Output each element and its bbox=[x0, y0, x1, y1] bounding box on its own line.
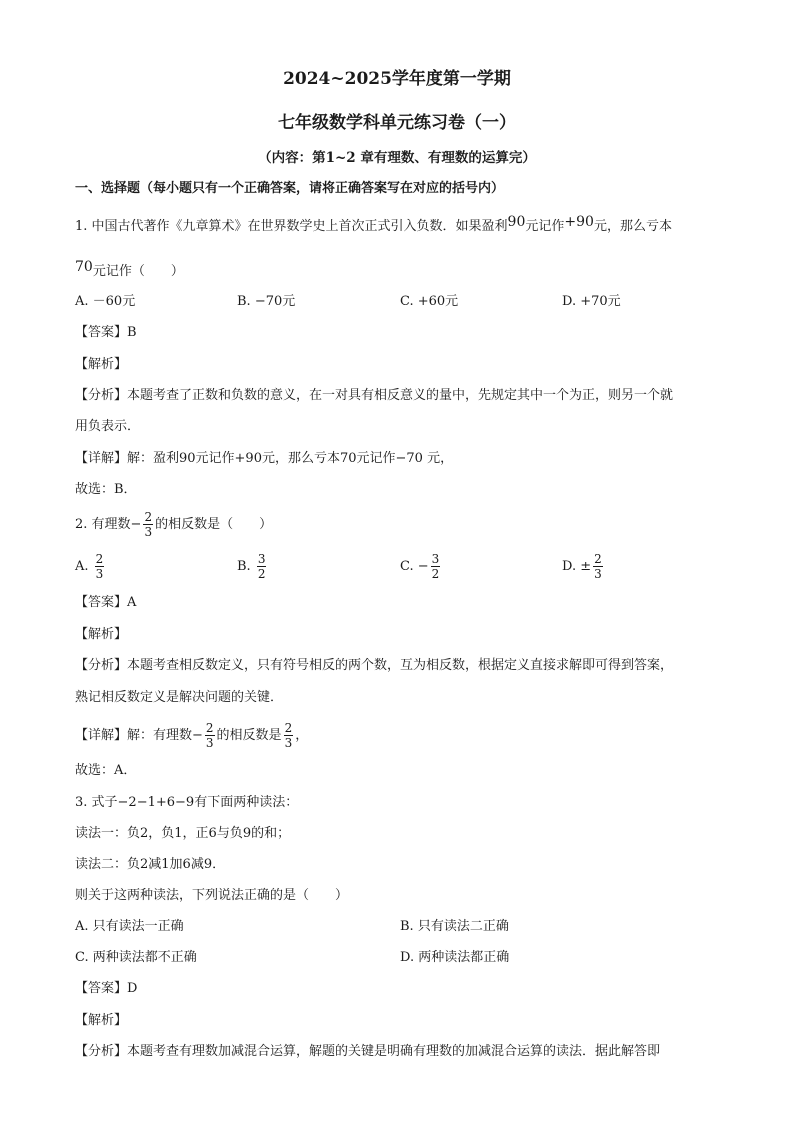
q1-num90: 90 bbox=[507, 214, 526, 230]
q1-stem-a: 1. 中国古代著作《九章算术》在世界数学史上首次正式引入负数．如果盈利 bbox=[75, 219, 508, 234]
q2-option-b-fraction: $\frac{3}{2}$ bbox=[257, 552, 266, 581]
q2-detail: 【详解】解：有理数− $\frac{2}{3}$ 的相反数是 $\frac{2}{3}$ ， bbox=[75, 721, 309, 750]
q2-stem-b: 的相反数是（ ） bbox=[155, 517, 273, 532]
q2-option-d: D. ± $\frac{2}{3}$ bbox=[562, 552, 602, 581]
exam-year-title: 2024~2025学年度第一学期 bbox=[283, 69, 511, 89]
q2-fenxi-line1: 【分析】本题考查相反数定义，只有符号相反的两个数，互为相反数，根据定义直接求解即可得到答案， bbox=[75, 658, 674, 673]
q1-option-a: A. －60元 bbox=[75, 294, 136, 309]
q2-option-c-fraction: $\frac{3}{2}$ bbox=[431, 552, 440, 581]
q1-stem-line1 bbox=[75, 214, 672, 236]
q2-stem bbox=[75, 505, 272, 545]
q2-fenxi-line2: 熟记相反数定义是解决问题的关键． bbox=[75, 690, 284, 705]
section-heading: 一、选择题（每小题只有一个正确答案，请将正确答案写在对应的括号内） bbox=[75, 181, 505, 196]
q1-stem-b: 元记作 bbox=[525, 219, 565, 234]
q3-question: 则关于这两种读法，下列说法正确的是（ ） bbox=[75, 888, 349, 903]
q2-detail-fraction-1: $\frac{2}{3}$ bbox=[205, 721, 214, 750]
q1-analysis-label: 【解析】 bbox=[75, 357, 128, 372]
q1-option-c: C. +60元 bbox=[400, 294, 459, 309]
q1-plus90: +90 bbox=[564, 214, 594, 230]
q1-stem-d: 元记作（ ） bbox=[92, 264, 184, 279]
q3-option-d: D. 两种读法都正确 bbox=[400, 950, 510, 965]
q1-fenxi-line2: 用负表示． bbox=[75, 419, 141, 434]
q1-detail: 【详解】解：盈利90元记作+90元，那么亏本70元记作−70 元， bbox=[75, 451, 454, 466]
q3-reading-1: 读法一：负2，负1，正6与负9的和； bbox=[75, 826, 291, 841]
q2-option-c: C. − $\frac{3}{2}$ bbox=[400, 552, 440, 581]
q1-stem-c: 元，那么亏本 bbox=[593, 219, 672, 234]
q3-option-a: A. 只有读法一正确 bbox=[75, 919, 184, 934]
exam-scope: （内容：第1~2 章有理数、有理数的运算完） bbox=[258, 150, 536, 166]
exam-title: 七年级数学科单元练习卷（一） bbox=[278, 113, 516, 133]
q3-option-b: B. 只有读法二正确 bbox=[400, 919, 509, 934]
q2-option-a: A. $\frac{2}{3}$ bbox=[75, 552, 104, 581]
q1-option-d: D. +70元 bbox=[562, 294, 621, 309]
q2-option-d-fraction: $\frac{2}{3}$ bbox=[594, 552, 602, 581]
q1-stem-line2 bbox=[75, 259, 184, 281]
q2-answer: 【答案】A bbox=[75, 595, 137, 610]
q1-option-b: B. −70元 bbox=[237, 294, 296, 309]
q2-option-b: B. $\frac{3}{2}$ bbox=[237, 552, 266, 581]
q3-fenxi-line1: 【分析】本题考查有理数加减混合运算，解题的关键是明确有理数的加减混合运算的读法．据此解答即 bbox=[75, 1044, 661, 1059]
q2-stem-a: 2. 有理数− bbox=[75, 517, 142, 532]
q1-answer: 【答案】B bbox=[75, 325, 137, 340]
q1-fenxi-line1: 【分析】本题考查了正数和负数的意义，在一对具有相反意义的量中，先规定其中一个为正，则另一个就 bbox=[75, 388, 674, 403]
q2-analysis-label: 【解析】 bbox=[75, 627, 128, 642]
q2-option-a-fraction: $\frac{2}{3}$ bbox=[95, 552, 104, 581]
q2-detail-fraction-2: $\frac{2}{3}$ bbox=[284, 721, 293, 750]
q1-num70: 70 bbox=[75, 259, 93, 275]
q3-analysis-label: 【解析】 bbox=[75, 1013, 128, 1028]
q3-option-c: C. 两种读法都不正确 bbox=[75, 950, 197, 965]
q2-choose: 故选：A． bbox=[75, 763, 137, 778]
q3-answer: 【答案】D bbox=[75, 981, 138, 996]
q3-reading-2: 读法二：负2减1加6减9． bbox=[75, 857, 226, 872]
q1-choose: 故选：B． bbox=[75, 482, 137, 497]
q3-stem: 3. 式子−2−1+6−9有下面两种读法： bbox=[75, 795, 299, 810]
q2-stem-fraction: $\frac{2}{3}$ bbox=[144, 510, 153, 539]
